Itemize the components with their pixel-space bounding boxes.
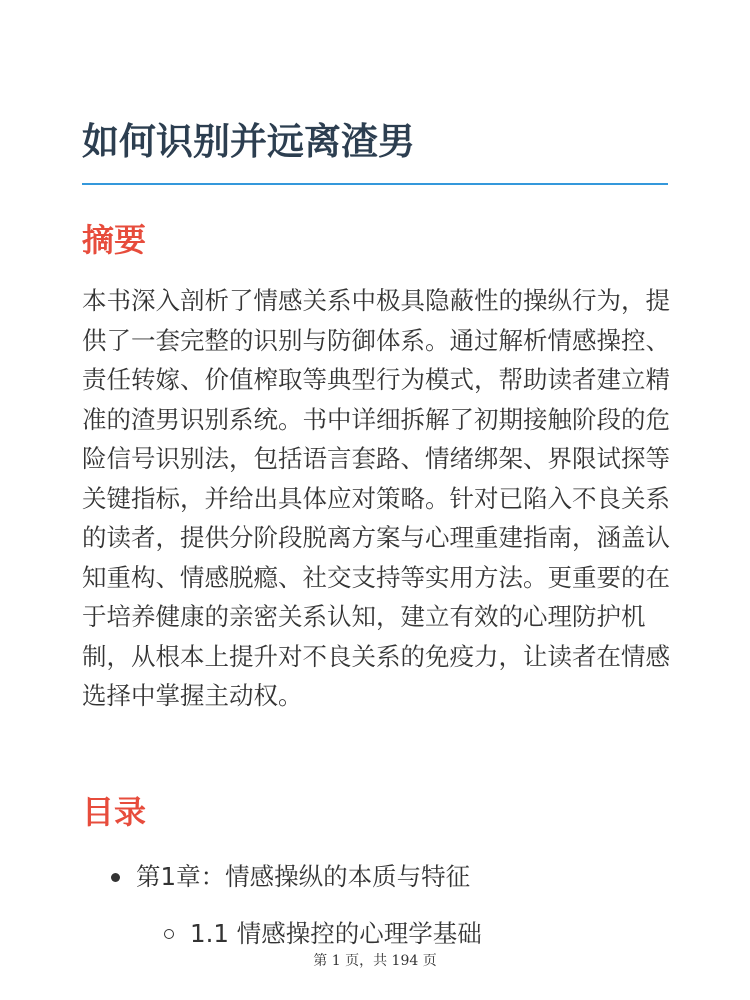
toc-item-chapter-1[interactable] xyxy=(136,859,470,895)
document-title: 如何识别并远离渣男 xyxy=(82,120,415,163)
toc-heading: 目录 xyxy=(82,793,147,831)
bullet-circle-icon xyxy=(164,929,174,939)
toc-item-label: 1.1 情感操控的心理学基础 xyxy=(190,919,482,948)
bullet-disc-icon xyxy=(111,873,120,882)
page-footer: 第 1 页，共 194 页 xyxy=(313,953,437,969)
abstract-body: 本书深入剖析了情感关系中极具隐蔽性的操纵行为，提供了一套完整的识别与防御体系。通过解析情感操控、责任转嫁、价值榨取等典型行为模式，帮助读者建立精准的渣男识别系统。书中详细拆解了初期接触阶段的危险信号识别法，包括语言套路、情绪绑架、界限试探等关键指标，并给出具体应对策略。针对已陷入不良关系的读者，提供分阶段脱离方案与心理重建指南，涵盖认知重构、情感脱瘾、社交支持等实用方法。更重要的在于培养健康的亲密关系认知，建立有效的心理防护机制，从根本上提升对不良关系的免疫力，让读者在情感选择中掌握主动权。 xyxy=(82,286,670,710)
toc-item-label: 第1章：情感操纵的本质与特征 xyxy=(136,862,471,891)
abstract-heading: 摘要 xyxy=(82,221,147,259)
toc-item-section-1-1[interactable] xyxy=(190,916,482,952)
title-divider xyxy=(82,183,668,185)
